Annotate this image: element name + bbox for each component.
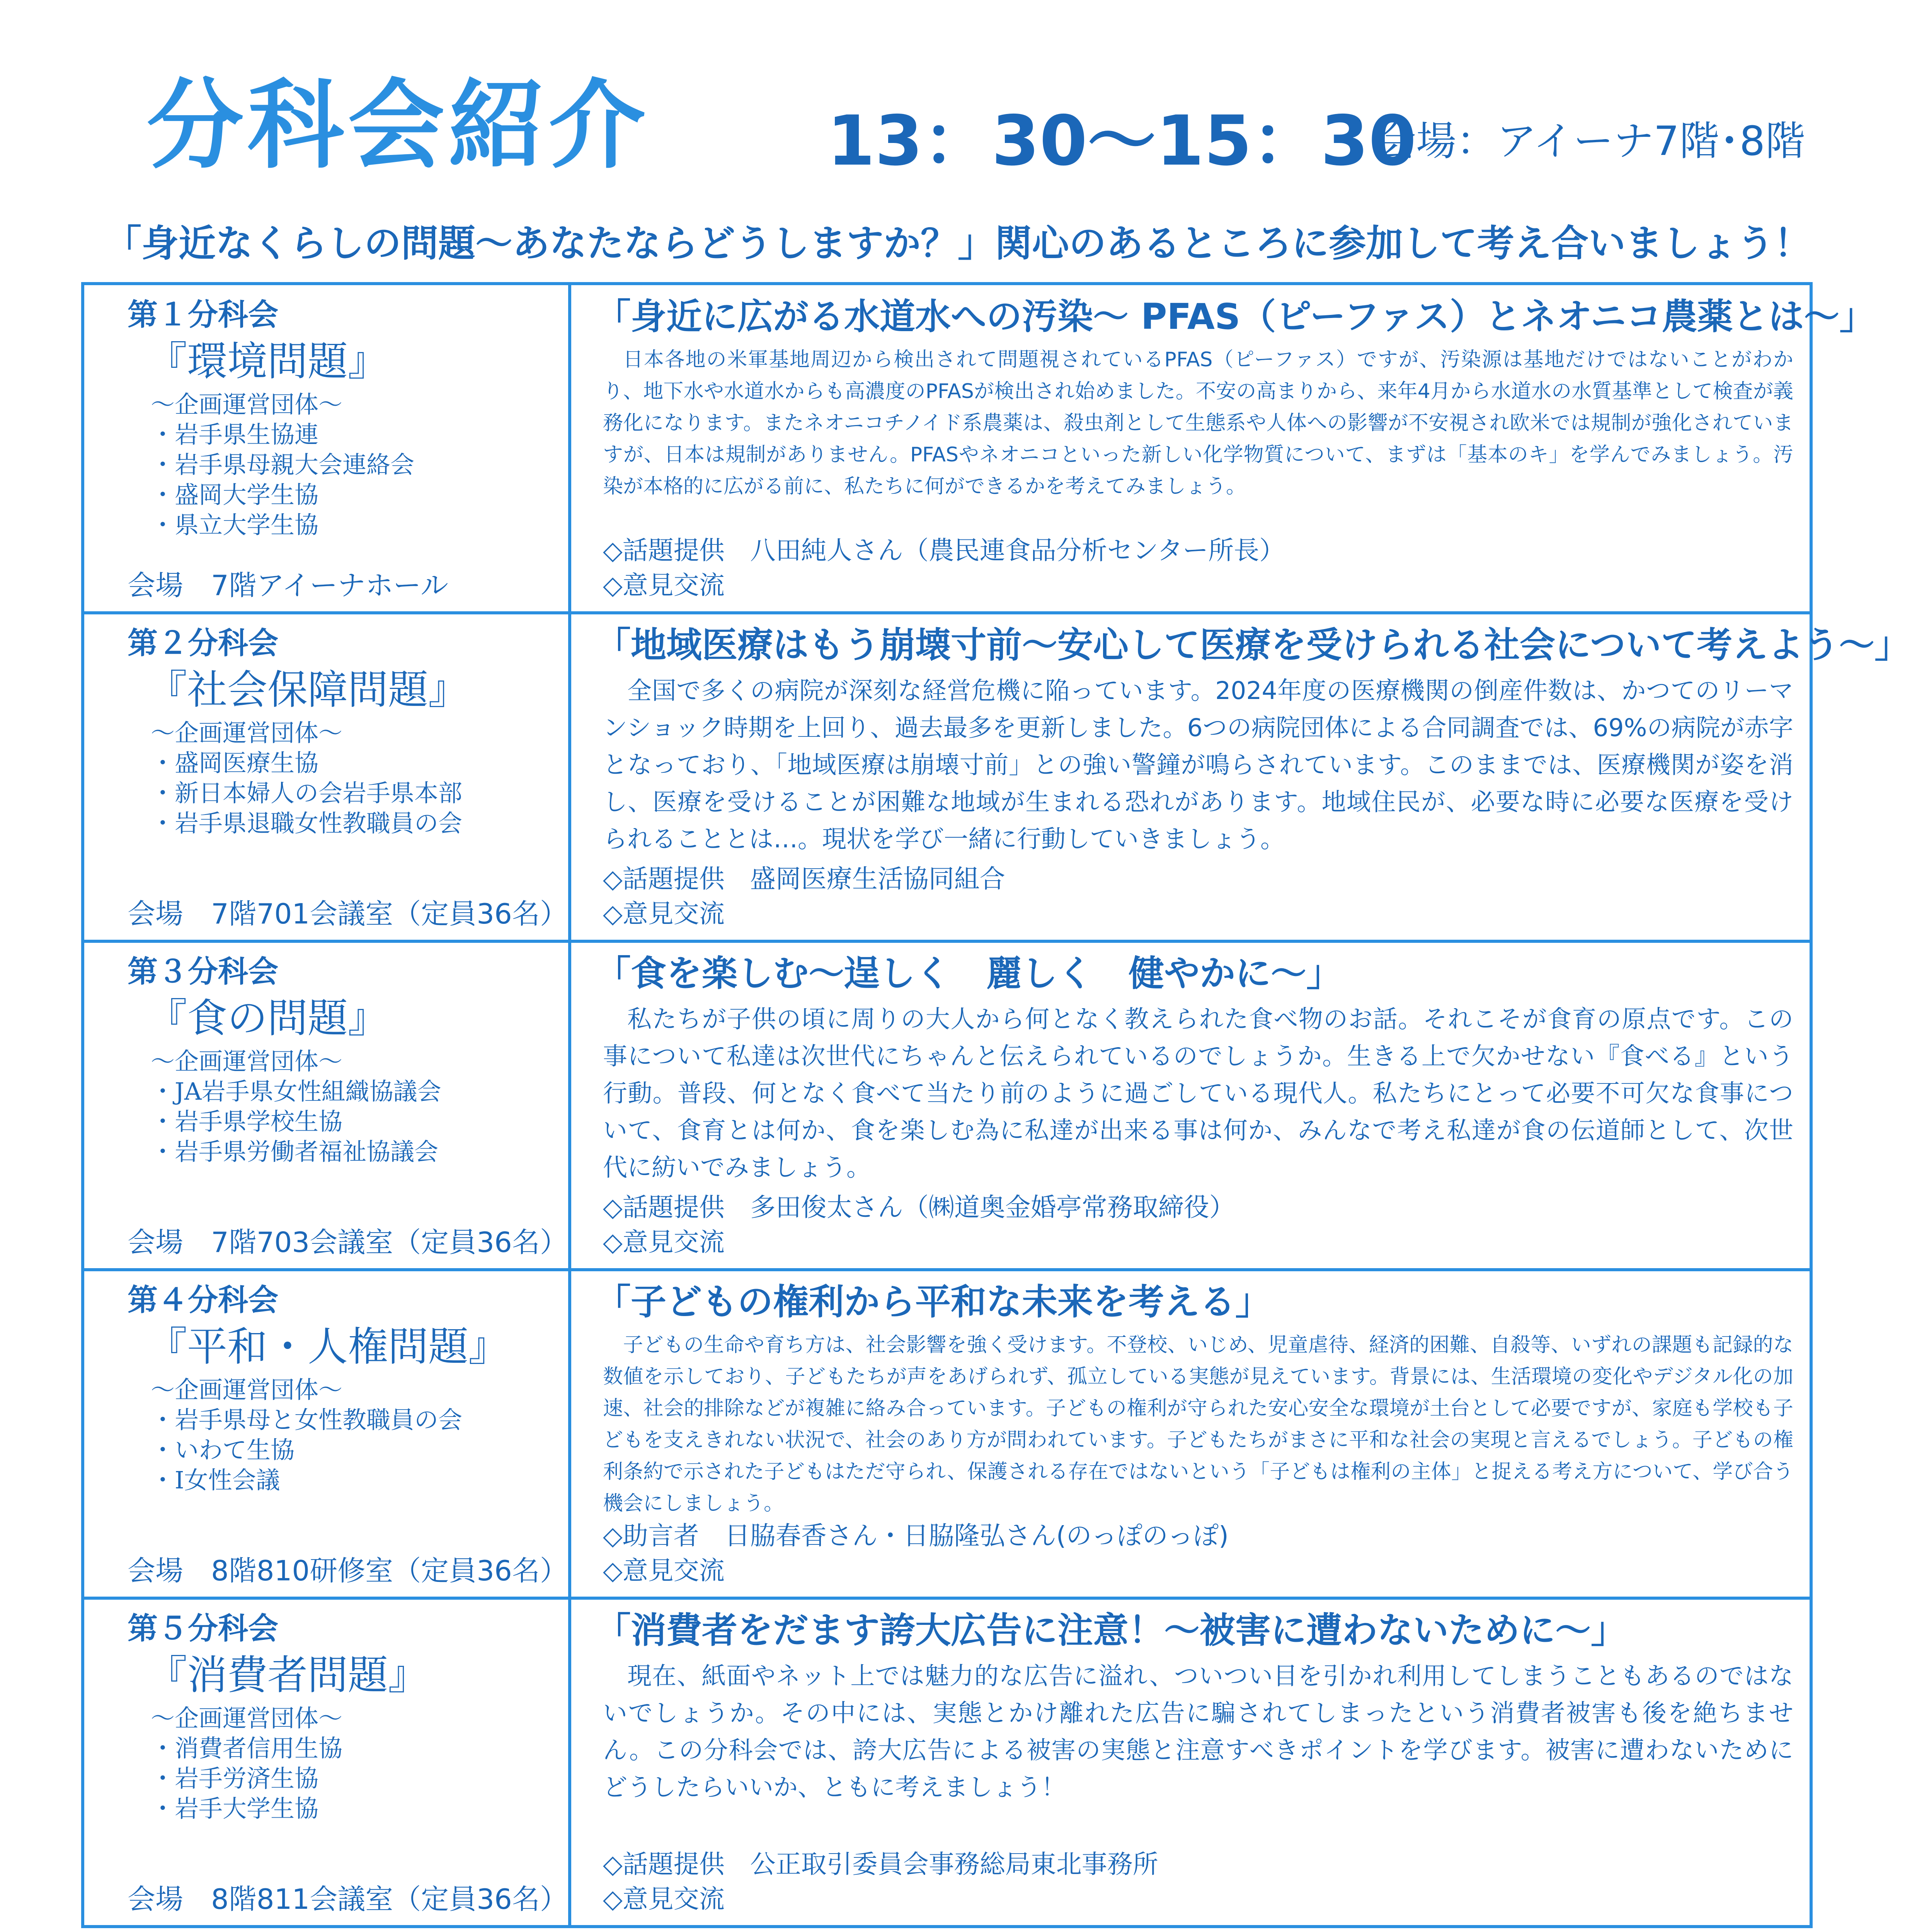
session-3-info: [93, 951, 568, 1264]
org-item: ・盛岡医療生協: [151, 749, 319, 777]
session-headline: 「身近に広がる水道水への汚染〜 PFAS（ピーファス）とネオニコ農薬とは〜」: [595, 296, 1875, 337]
org-item: ・岩手県母親大会連絡会: [151, 451, 415, 479]
session-speaker: ◇助言者 日脇春香さん・日脇隆弘さん(のっぽのっぽ): [603, 1521, 1229, 1551]
org-heading: 〜企画運営団体〜: [151, 719, 343, 747]
org-heading: 〜企画運営団体〜: [151, 1704, 343, 1732]
session-theme: 『社会保障問題』: [147, 666, 469, 713]
org-heading: 〜企画運営団体〜: [151, 390, 343, 418]
session-theme: 『環境問題』: [147, 338, 388, 385]
session-place: 会場 7階701会議室（定員36名）: [128, 898, 568, 930]
session-4-detail: [595, 1279, 1793, 1592]
org-item: ・消費者信用生協: [151, 1734, 343, 1762]
event-time: 13：30〜15：30: [827, 101, 1416, 181]
session-discussion: ◇意見交流: [603, 570, 725, 600]
session-headline: 「地域医療はもう崩壊寸前〜安心して医療を受けられる社会について考えよう〜」: [595, 624, 1910, 666]
org-item: ・新日本婦人の会岩手県本部: [151, 779, 463, 807]
org-heading: 〜企画運営団体〜: [151, 1047, 343, 1075]
org-item: ・岩手県学校生協: [151, 1107, 343, 1136]
session-number: 第１分科会: [128, 298, 279, 332]
session-place: 会場 8階811会議室（定員36名）: [128, 1883, 568, 1915]
session-4-info: [93, 1279, 568, 1592]
org-item: ・岩手労済生協: [151, 1764, 319, 1793]
org-heading: 〜企画運営団体〜: [151, 1376, 343, 1404]
session-2-info: [93, 622, 568, 935]
session-body: 私たちが子供の頃に周りの大人から何となく教えられた食べ物のお話。それこそが食育の原点です。この事について私達は次世代にちゃんと伝えられているのでしょうか。生きる上で欠かせない『食べる』という行動。普段、何となく食べて当たり前のように過ごしている現代人。私たちにとって必要不可欠な食事について、食育とは何か、食を楽しむ為に私達が出来る事は何か、みんなで考え私達が食の伝道師として、次世代に紡いでみましょう。: [603, 1005, 1793, 1182]
session-5-detail: [595, 1607, 1793, 1920]
table-divider: [568, 282, 571, 1928]
event-venue: 会場：アイーナ7階･8階: [1376, 117, 1805, 165]
org-item: ・岩手県生協連: [151, 420, 319, 449]
org-item: ・JA岩手県女性組織協議会: [151, 1077, 441, 1105]
session-speaker: ◇話題提供 公正取引委員会事務総局東北事務所: [603, 1849, 1158, 1879]
session-body: 日本各地の米軍基地周辺から検出されて問題視されているPFAS（ピーファス）ですが、汚染源は基地だけではないことがわかり、地下水や水道水からも高濃度のPFASが検出され始めました。不安の高まりから、来年4月から水道水の水質基準として検査が義務化になります。またネオニコチノイド系農薬は、殺虫剤として生態系や人体への影響が不安視され欧米では規制が強化されていますが、日本は規制がありません。PFASやネオニコといった新しい化学物質について、まずは「基本のキ」を学んでみましょう。汚染が本格的に広がる前に、私たちに何ができるかを考えてみましょう。: [603, 348, 1793, 498]
session-speaker: ◇話題提供 盛岡医療生活協同組合: [603, 864, 1005, 894]
org-item: ・I女性会議: [151, 1466, 280, 1494]
session-3-detail: [595, 951, 1793, 1264]
session-discussion: ◇意見交流: [603, 1227, 725, 1257]
session-1-detail: [595, 294, 1875, 607]
session-number: 第４分科会: [128, 1283, 279, 1318]
session-body: 子どもの生命や育ち方は、社会影響を強く受けます。不登校、いじめ、児童虐待、経済的困難、自殺等、いずれの課題も記録的な数値を示しており、子どもたちが声をあげられず、孤立している実態が見えています。背景には、生活環境の変化やデジタル化の加速、社会的排除などが複雑に絡み合っています。子どもの権利が守られた安心安全な環境が土台として必要ですが、家庭も学校も子どもを支えきれない状況で、社会のあり方が問われています。子どもたちがまさに平和な社会の実現と言えるでしょう。子どもの権利条約で示された子どもはただ守られ、保護される存在ではないという「子どもは権利の主体」と捉える考え方について、学び合う機会にしましょう。: [603, 1333, 1793, 1515]
row-divider: [81, 1268, 1813, 1271]
session-theme: 『平和・人権問題』: [147, 1323, 509, 1370]
row-divider: [81, 940, 1813, 943]
session-speaker: ◇話題提供 多田俊太さん（㈱道奥金婚亭常務取締役）: [603, 1192, 1235, 1222]
page-title: 分科会紹介: [147, 69, 649, 182]
org-item: ・いわて生協: [151, 1436, 295, 1464]
row-divider: [81, 611, 1813, 614]
intro-text: 「身近なくらしの問題〜あなたならどうしますか？」関心のあるところに参加して考え合いましょう！: [104, 222, 1811, 265]
session-theme: 『消費者問題』: [147, 1651, 429, 1699]
session-place: 会場 8階810研修室（定員36名）: [128, 1554, 568, 1587]
org-item: ・岩手県労働者福祉協議会: [151, 1138, 439, 1166]
row-divider: [81, 1597, 1813, 1600]
session-1-info: [93, 294, 560, 607]
session-place: 会場 7階703会議室（定員36名）: [128, 1226, 568, 1259]
session-body: 現在、紙面やネット上では魅力的な広告に溢れ、ついつい目を引かれ利用してしまうこともあるのではないでしょうか。その中には、実態とかけ離れた広告に騙されてしまったという消費者被害も後を絶ちません。この分科会では、誇大広告による被害の実態と注意すべきポイントを学びます。被害に遭わないためにどうしたらいいか、ともに考えましょう！: [603, 1662, 1793, 1801]
session-discussion: ◇意見交流: [603, 899, 725, 929]
session-5-info: [93, 1607, 568, 1920]
session-discussion: ◇意見交流: [603, 1556, 725, 1585]
org-item: ・盛岡大学生協: [151, 481, 319, 509]
session-2-detail: [595, 622, 1910, 935]
session-headline: 「子どもの権利から平和な未来を考える」: [595, 1281, 1271, 1323]
org-item: ・岩手県母と女性教職員の会: [151, 1406, 463, 1434]
session-headline: 「食を楽しむ〜逞しく 麗しく 健やかに〜」: [595, 953, 1342, 994]
session-number: 第２分科会: [128, 626, 279, 661]
session-number: 第５分科会: [128, 1611, 279, 1646]
session-discussion: ◇意見交流: [603, 1884, 725, 1914]
session-speaker: ◇話題提供 八田純人さん（農民連食品分析センター所長）: [603, 536, 1285, 565]
org-item: ・岩手大学生協: [151, 1794, 319, 1823]
session-theme: 『食の問題』: [147, 995, 388, 1042]
session-headline: 「消費者をだます誇大広告に注意！〜被害に遭わないために〜」: [595, 1610, 1627, 1651]
org-item: ・県立大学生協: [151, 511, 319, 539]
session-place: 会場 7階アイーナホール: [128, 569, 448, 602]
session-body: 全国で多くの病院が深刻な経営危機に陥っています。2024年度の医療機関の倒産件数は、かつてのリーマンショック時期を上回り、過去最多を更新しました。6つの病院団体による合同調査では、69%の病院が赤字となっており、「地域医療は崩壊寸前」との強い警鐘が鳴らされています。このままでは、医療機関が姿を消し、医療を受けることが困難な地域が生まれる恐れがあります。地域住民が、必要な時に必要な医療を受けられることとは…。現状を学び一緒に行動していきましょう。: [603, 677, 1793, 853]
org-item: ・岩手県退職女性教職員の会: [151, 809, 463, 837]
session-number: 第３分科会: [128, 954, 279, 989]
